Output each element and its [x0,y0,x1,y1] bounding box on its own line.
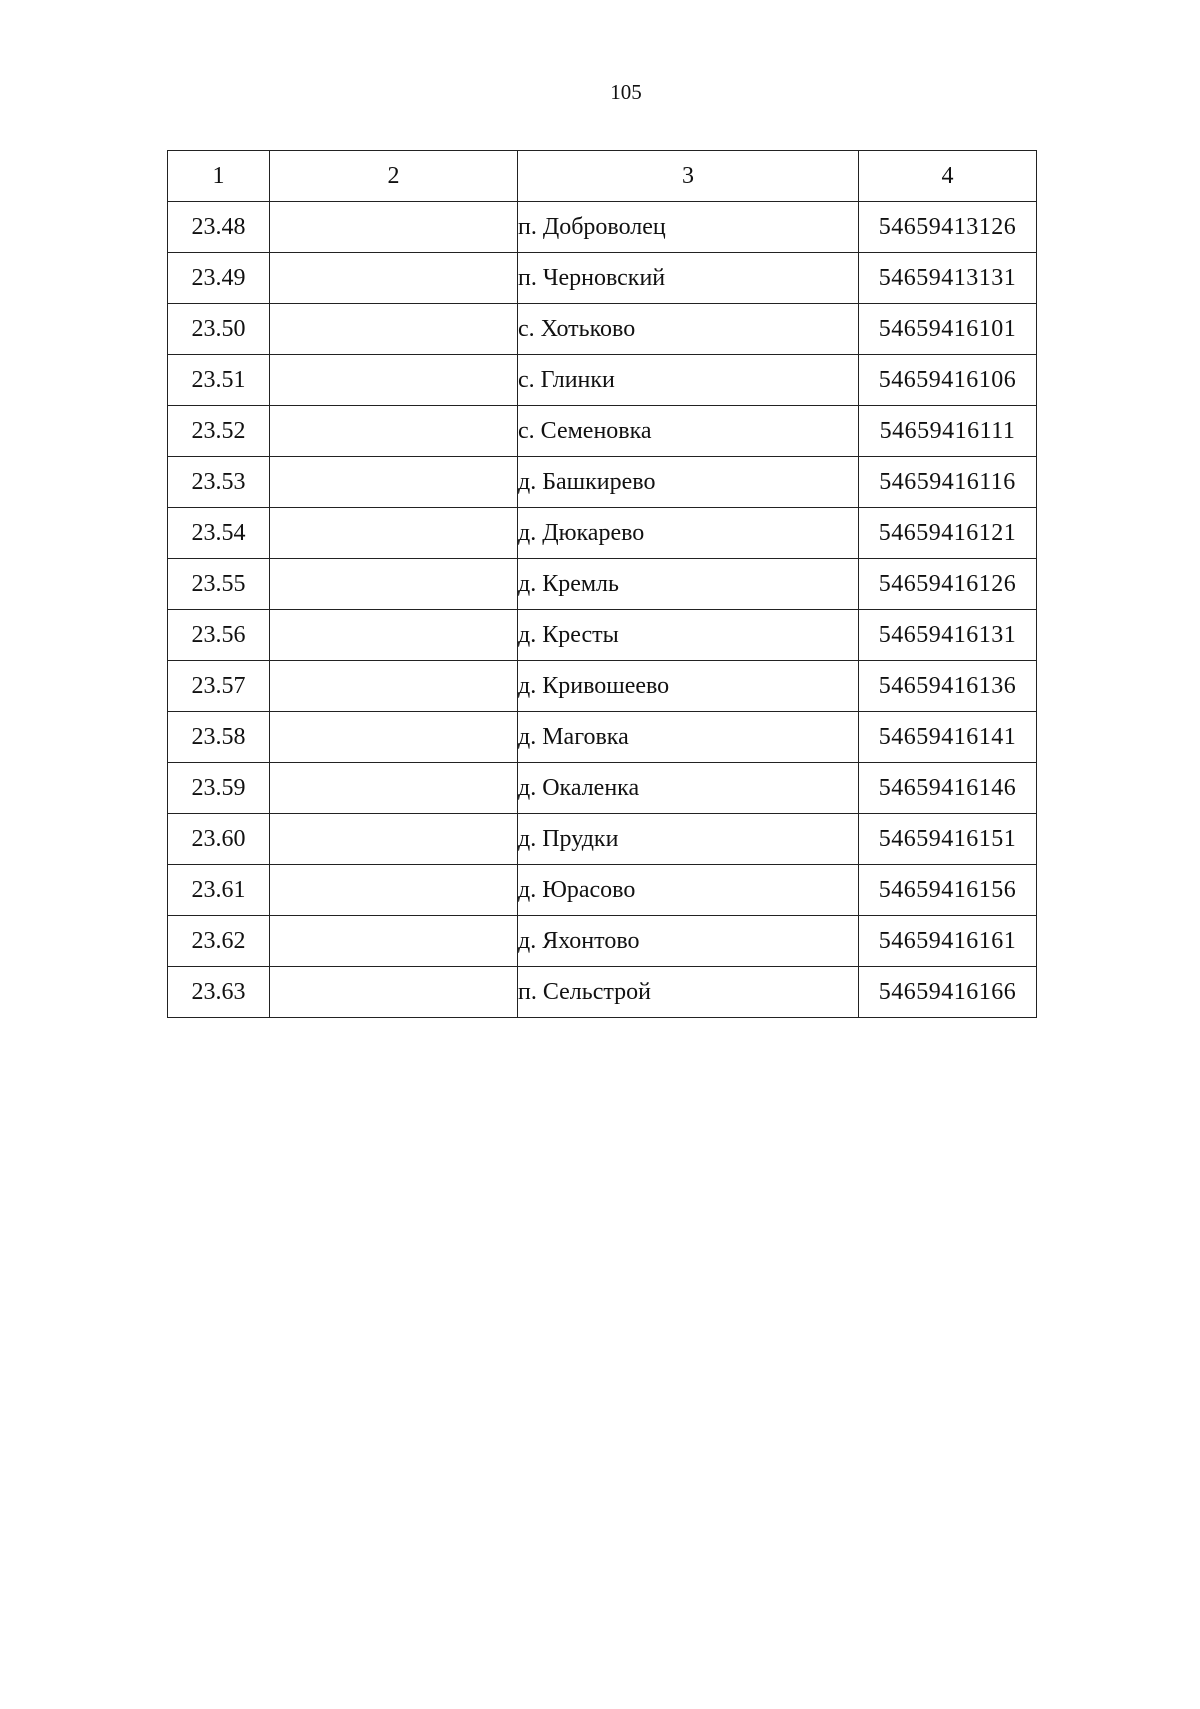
table-row [168,406,1037,457]
oktmo-code-cell: 54659416156 [859,865,1037,916]
oktmo-code-cell: 54659413126 [859,202,1037,253]
table-row [168,559,1037,610]
settlement-name-cell: д. Кремль [518,559,859,610]
row-number-cell: 23.50 [168,304,270,355]
row-number-cell: 23.61 [168,865,270,916]
oktmo-code-cell: 54659416126 [859,559,1037,610]
settlement-name-cell: д. Маговка [518,712,859,763]
row-number-cell: 23.63 [168,967,270,1018]
oktmo-code-cell: 54659416121 [859,508,1037,559]
empty-cell [270,865,518,916]
empty-cell [270,406,518,457]
empty-cell [270,967,518,1018]
settlement-name-cell: п. Сельстрой [518,967,859,1018]
oktmo-code-cell: 54659416111 [859,406,1037,457]
table-row [168,967,1037,1018]
oktmo-code-cell: 54659416166 [859,967,1037,1018]
row-number-cell: 23.54 [168,508,270,559]
row-number-cell: 23.49 [168,253,270,304]
empty-cell [270,355,518,406]
oktmo-code-cell: 54659416146 [859,763,1037,814]
page-number: 105 [610,80,642,104]
column-header-2: 2 [270,151,518,202]
table-row [168,865,1037,916]
row-number-cell: 23.48 [168,202,270,253]
settlement-name-cell: д. Юрасово [518,865,859,916]
settlement-name-cell: д. Кресты [518,610,859,661]
table-row [168,712,1037,763]
oktmo-code-cell: 54659416116 [859,457,1037,508]
oktmo-code-cell: 54659416106 [859,355,1037,406]
oktmo-code-cell: 54659416151 [859,814,1037,865]
empty-cell [270,304,518,355]
settlement-name-cell: с. Хотьково [518,304,859,355]
oktmo-code-cell: 54659416161 [859,916,1037,967]
settlement-name-cell: п. Доброволец [518,202,859,253]
settlement-name-cell: д. Башкирево [518,457,859,508]
table-row [168,916,1037,967]
settlement-name-cell: д. Кривошеево [518,661,859,712]
oktmo-code-cell: 54659416136 [859,661,1037,712]
empty-cell [270,916,518,967]
table-row [168,763,1037,814]
row-number-cell: 23.57 [168,661,270,712]
table-row [168,814,1037,865]
table-row [168,202,1037,253]
settlement-name-cell: с. Глинки [518,355,859,406]
settlement-name-cell: п. Черновский [518,253,859,304]
oktmo-code-cell: 54659416101 [859,304,1037,355]
empty-cell [270,253,518,304]
table-row [168,457,1037,508]
table-header-row [168,151,1037,202]
empty-cell [270,712,518,763]
row-number-cell: 23.51 [168,355,270,406]
empty-cell [270,508,518,559]
oktmo-code-cell: 54659413131 [859,253,1037,304]
settlements-table [167,150,1037,1018]
column-header-1: 1 [168,151,270,202]
row-number-cell: 23.60 [168,814,270,865]
oktmo-code-cell: 54659416131 [859,610,1037,661]
settlement-name-cell: д. Окаленка [518,763,859,814]
empty-cell [270,559,518,610]
empty-cell [270,610,518,661]
settlement-name-cell: д. Прудки [518,814,859,865]
column-header-3: 3 [518,151,859,202]
table-row [168,508,1037,559]
table-row [168,661,1037,712]
table-row [168,355,1037,406]
row-number-cell: 23.55 [168,559,270,610]
row-number-cell: 23.62 [168,916,270,967]
row-number-cell: 23.53 [168,457,270,508]
row-number-cell: 23.56 [168,610,270,661]
table-row [168,253,1037,304]
empty-cell [270,202,518,253]
settlement-name-cell: д. Яхонтово [518,916,859,967]
column-header-4: 4 [859,151,1037,202]
empty-cell [270,457,518,508]
settlement-name-cell: с. Семеновка [518,406,859,457]
table-body [168,202,1037,1018]
oktmo-code-cell: 54659416141 [859,712,1037,763]
table-row [168,610,1037,661]
row-number-cell: 23.58 [168,712,270,763]
settlement-name-cell: д. Дюкарево [518,508,859,559]
empty-cell [270,763,518,814]
row-number-cell: 23.52 [168,406,270,457]
empty-cell [270,814,518,865]
table-row [168,304,1037,355]
row-number-cell: 23.59 [168,763,270,814]
empty-cell [270,661,518,712]
